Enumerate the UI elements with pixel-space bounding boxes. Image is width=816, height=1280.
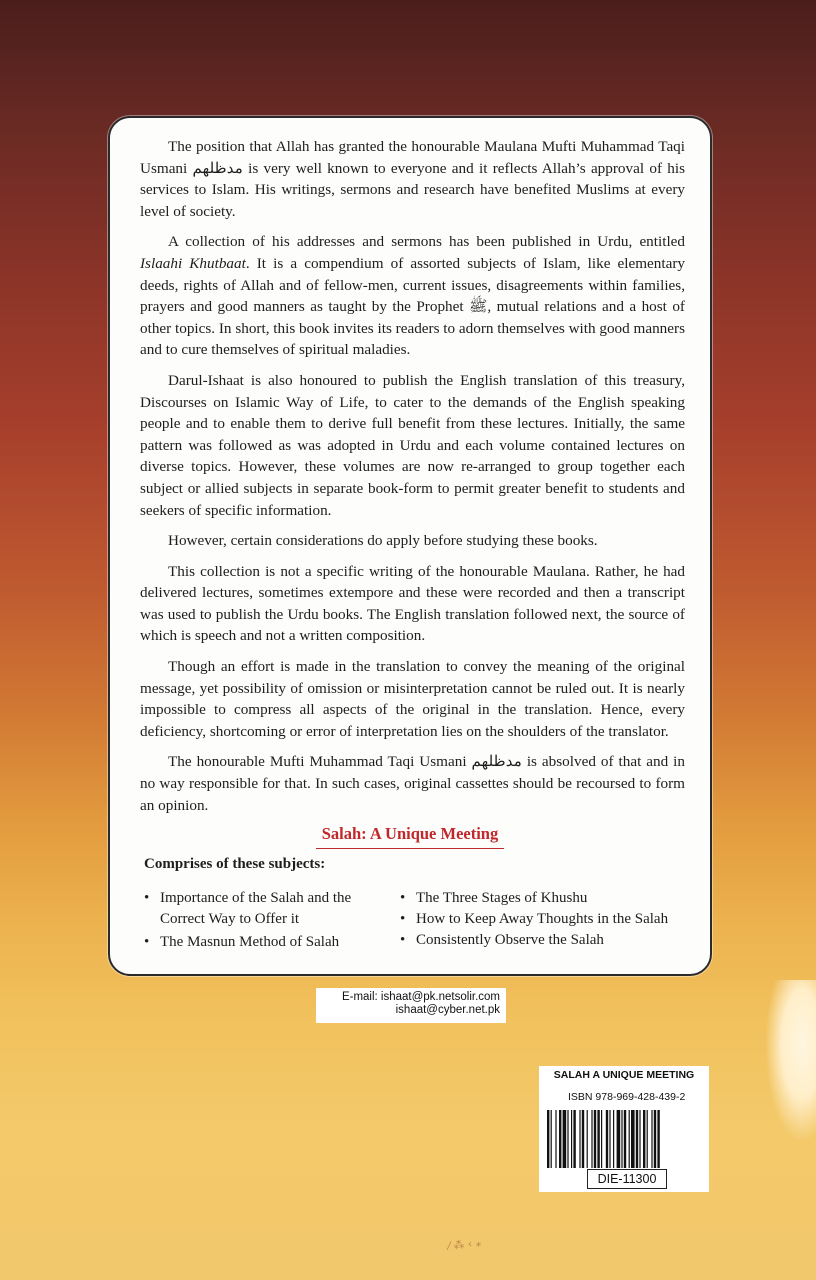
bullet-icon: • bbox=[144, 890, 150, 906]
barcode-bar bbox=[591, 1110, 592, 1168]
barcode-bar bbox=[643, 1110, 645, 1168]
topic-item bbox=[144, 888, 384, 930]
barcode-bar bbox=[617, 1110, 621, 1168]
topic-item bbox=[400, 909, 700, 930]
topic-text: The Three Stages of Khushu bbox=[416, 890, 588, 906]
topic-text: Consistently Observe the Salah bbox=[416, 932, 604, 948]
barcode-bar bbox=[597, 1110, 599, 1168]
book-title-italic: Islaahi Khutbaat bbox=[140, 254, 246, 272]
barcode-bar bbox=[631, 1110, 635, 1168]
section-title: Salah: A Unique Meeting bbox=[316, 824, 504, 849]
email-line-2: ishaat@cyber.net.pk bbox=[395, 1004, 500, 1016]
barcode-bar bbox=[594, 1110, 596, 1168]
topic-item bbox=[144, 932, 384, 953]
isbn-number: ISBN 978-969-428-439-2 bbox=[568, 1091, 686, 1103]
barcode-bar bbox=[657, 1110, 659, 1168]
topic-item bbox=[400, 888, 700, 909]
bullet-icon: • bbox=[400, 911, 406, 927]
comprises-label: Comprises of these subjects: bbox=[144, 856, 326, 872]
barcode-bar bbox=[609, 1110, 610, 1168]
barcode-bar bbox=[624, 1110, 626, 1168]
barcode-bar bbox=[606, 1110, 608, 1168]
barcode-bar bbox=[555, 1110, 556, 1168]
bullet-icon: • bbox=[400, 932, 406, 948]
isbn-book-title: SALAH A UNIQUE MEETING bbox=[553, 1069, 695, 1081]
description-card bbox=[108, 116, 712, 976]
topics-column-left bbox=[144, 888, 384, 953]
barcode-bar bbox=[636, 1110, 638, 1168]
topic-text: The Masnun Method of Salah bbox=[160, 934, 340, 950]
bullet-icon: • bbox=[400, 890, 406, 906]
email-line-1: E-mail: ishaat@pk.netsolir.com bbox=[341, 991, 500, 1003]
paragraph-5: This collection is not a specific writing of the honourable Maulana. Rather, he had delivered lectures, sometimes extempore and these were recorded and then a transcript was used to publish the Urdu books. The English translation followed next, the source of which is speech and not a written composition. bbox=[140, 562, 685, 645]
description-body bbox=[140, 136, 685, 825]
isbn-label bbox=[539, 1066, 709, 1192]
paragraph-3: Darul-Ishaat is also honoured to publish the English translation of this treasury, Discourses on Islamic Way of Life, to cater to the demands of the English speaking people and to enable them to derive full benefit from these lectures. Initially, the same pattern was followed as was adopted in Urdu and each volume contained lectures on diverse topics. However, these volumes are now re-arranged to group together each subject or allied subjects in separate book-form to permit greater benefit to students and seekers of specific information. bbox=[140, 371, 685, 519]
barcode-bar bbox=[563, 1110, 567, 1168]
topic-item bbox=[400, 930, 700, 951]
barcode-bar bbox=[601, 1110, 602, 1168]
paragraph-2: A collection of his addresses and sermons has been published in Urdu, entitled Islaahi Khutbaat. It is a compendium of assorted subjects of Islam, like elementary deeds, rights of Allah and of fellow-men, current issues, disagreements within families, prayers and good manners as taught by the Prophet ﷺ, mutual relations and a host of other topics. In short, this book invites its readers to adorn themselves with good manners and to cure themselves of spiritual maladies. bbox=[140, 233, 686, 359]
topic-text: Importance of the Salah and the Correct Way to Offer it bbox=[160, 890, 352, 927]
topics-column-right bbox=[400, 888, 700, 951]
barcode-bar bbox=[573, 1110, 575, 1168]
barcode-bar bbox=[567, 1110, 568, 1168]
paragraph-4: However, certain considerations do apply before studying these books. bbox=[168, 532, 598, 550]
paragraph-7: The honourable Mufti Muhammad Taqi Usmani مدظلهم is absolved of that and in no way responsible for that. In such cases, original cassettes should be recoursed to form an opinion. bbox=[140, 753, 685, 814]
section-title-wrap bbox=[110, 824, 710, 849]
barcode-bar bbox=[629, 1110, 630, 1168]
barcode-icon bbox=[545, 1110, 703, 1168]
topic-text: How to Keep Away Thoughts in the Salah bbox=[416, 911, 669, 927]
barcode-bar bbox=[654, 1110, 656, 1168]
barcode-bar bbox=[613, 1110, 614, 1168]
bullet-icon: • bbox=[144, 934, 150, 950]
product-code: DIE-11300 bbox=[587, 1169, 667, 1189]
barcode-bar bbox=[639, 1110, 640, 1168]
email-contact-box bbox=[316, 988, 506, 1023]
barcode-bar bbox=[582, 1110, 584, 1168]
barcode-bar bbox=[547, 1110, 549, 1168]
barcode-bar bbox=[551, 1110, 552, 1168]
barcode-bar bbox=[647, 1110, 648, 1168]
barcode-bar bbox=[579, 1110, 580, 1168]
paragraph-1: The position that Allah has granted the honourable Maulana Mufti Muhammad Taqi Usmani مدظلهم is very well known to everyone and it reflects Allah’s approval of his services to Islam. His writings, sermons and research have benefited Muslims at every level of society. bbox=[140, 138, 685, 220]
barcode-bar bbox=[587, 1110, 588, 1168]
barcode-bar bbox=[571, 1110, 572, 1168]
paragraph-6: Though an effort is made in the translation to convey the meaning of the original message, yet possibility of omission or misinterpretation cannot be ruled out. It is nearly impossible to compress all aspects of the original in the translation. Hence, every deficiency, shortcoming or error of interpretation lies on the shoulders of the translator. bbox=[140, 658, 685, 740]
barcode-bar bbox=[621, 1110, 622, 1168]
barcode-bar bbox=[559, 1110, 561, 1168]
barcode-bar bbox=[651, 1110, 652, 1168]
flame-decoration bbox=[766, 980, 816, 1140]
pencil-mark: ⁄ ⁂ ‹ ⁎ bbox=[447, 1236, 482, 1253]
